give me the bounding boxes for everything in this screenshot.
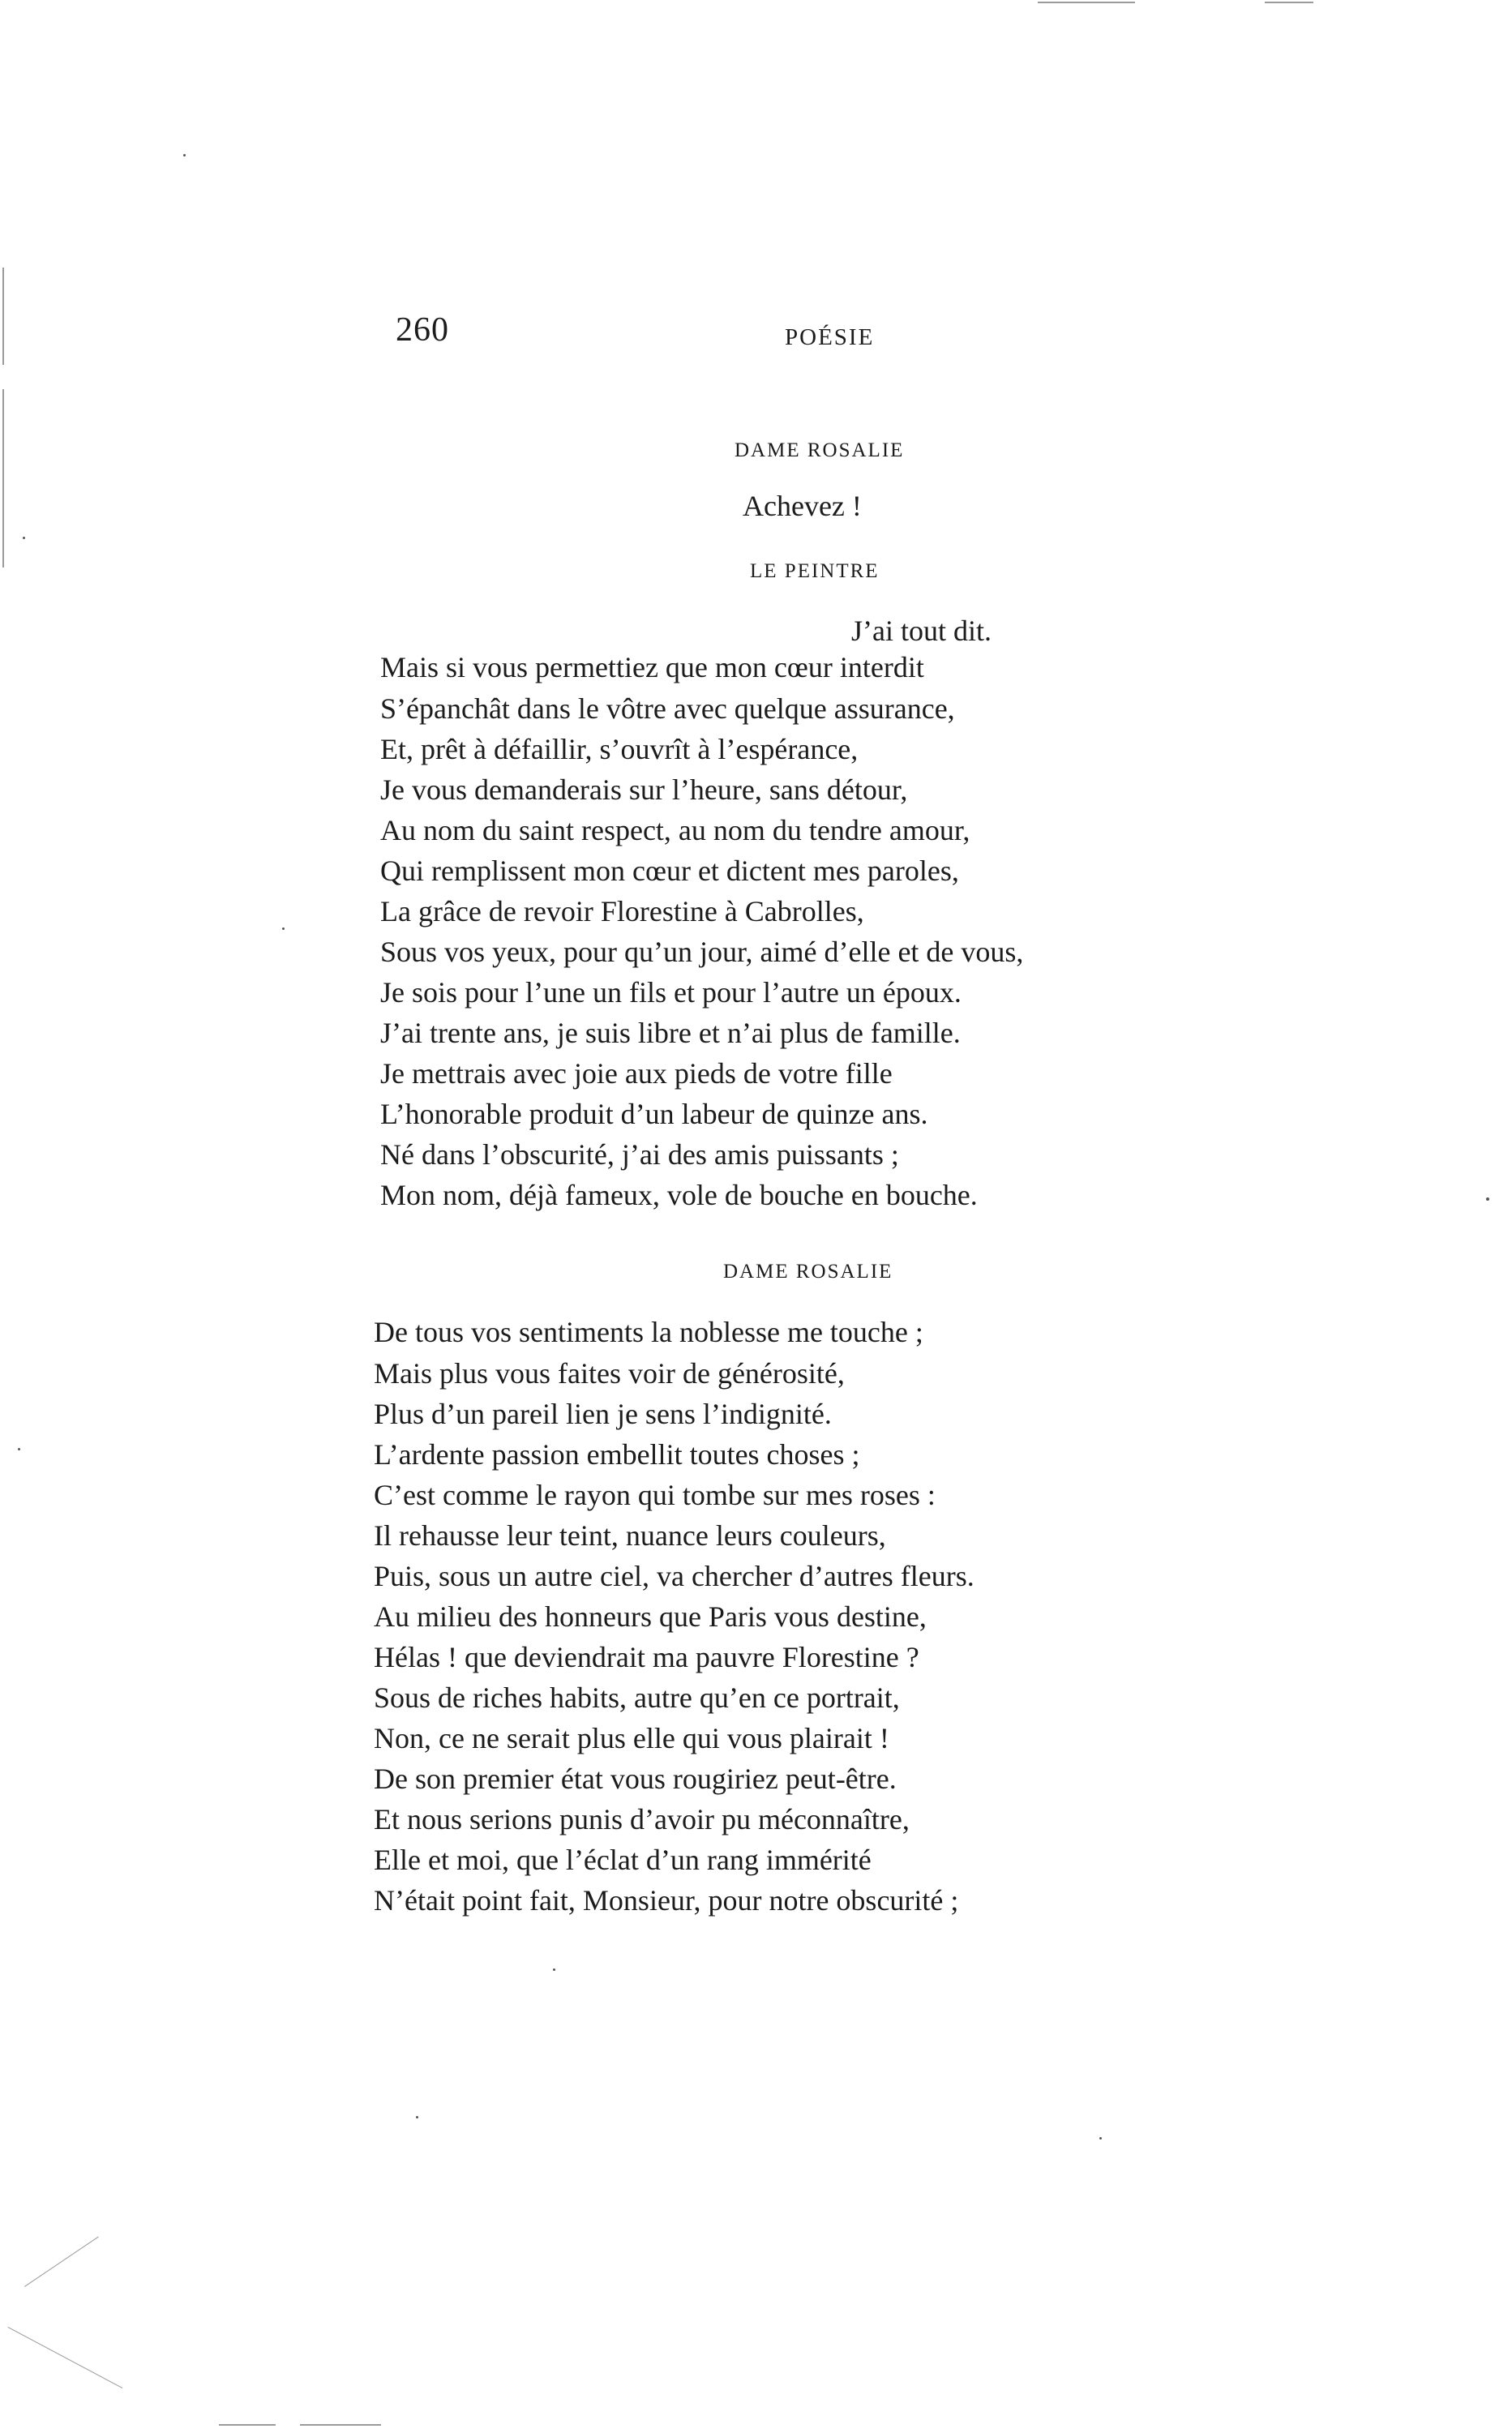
verse-line: Mais plus vous faites voir de générosité,	[374, 1357, 845, 1390]
scan-edge-line-top	[1038, 2, 1135, 3]
verse-line: Mon nom, déjà fameux, vole de bouche en bouche.	[380, 1179, 978, 1211]
speaker-name: DAME ROSALIE	[723, 1261, 893, 1283]
speech-block-rosalie	[374, 1317, 1103, 1934]
ink-speck	[183, 154, 186, 156]
verse-line: J’ai trente ans, je suis libre et n’ai plus de famille.	[380, 1017, 961, 1049]
verse-line: Né dans l’obscurité, j’ai des amis puissants ;	[380, 1138, 899, 1171]
scan-edge-diagonal-2	[24, 2236, 99, 2286]
scan-edge-line-bottom	[219, 2424, 276, 2426]
verse-line: La grâce de revoir Florestine à Cabrolles,	[380, 895, 864, 927]
verse-line: Il rehausse leur teint, nuance leurs couleurs,	[374, 1519, 886, 1552]
verse-line: Et nous serions punis d’avoir pu méconnaître,	[374, 1803, 910, 1835]
verse-line: L’ardente passion embellit toutes choses ;	[374, 1438, 860, 1471]
verse-line: J’ai tout dit.	[851, 615, 992, 647]
verse-line: Mais si vous permettiez que mon cœur interdit	[380, 651, 924, 683]
ink-speck	[553, 1968, 555, 1971]
scan-edge-line-bottom-2	[300, 2424, 381, 2426]
verse-line: Non, ce ne serait plus elle qui vous plairait !	[374, 1722, 889, 1754]
verse-line: Qui remplissent mon cœur et dictent mes paroles,	[380, 855, 959, 887]
verse-line: Au milieu des honneurs que Paris vous destine,	[374, 1600, 927, 1633]
page-number: 260	[396, 311, 449, 349]
ink-speck	[282, 927, 285, 930]
verse-line: Je mettrais avec joie aux pieds de votre fille	[380, 1057, 893, 1090]
verse-line: Puis, sous un autre ciel, va chercher d’autres fleurs.	[374, 1560, 974, 1592]
verse-line: Elle et moi, que l’éclat d’un rang immérité	[374, 1844, 872, 1876]
running-title: POÉSIE	[785, 324, 875, 350]
verse-line: Je vous demanderais sur l’heure, sans détour,	[380, 773, 908, 806]
speaker-name: DAME ROSALIE	[735, 439, 905, 461]
scan-edge-diagonal	[8, 2327, 123, 2388]
verse-line: De tous vos sentiments la noblesse me touche ;	[374, 1316, 923, 1348]
verse-line: Achevez !	[743, 490, 862, 522]
speaker-name: LE PEINTRE	[750, 560, 880, 582]
verse-line: N’était point fait, Monsieur, pour notre obscurité ;	[374, 1884, 959, 1917]
verse-line: Sous vos yeux, pour qu’un jour, aimé d’elle et de vous,	[380, 936, 1024, 968]
ink-speck	[18, 1448, 20, 1450]
verse-line: L’honorable produit d’un labeur de quinze ans.	[380, 1098, 928, 1130]
verse-line: Sous de riches habits, autre qu’en ce portrait,	[374, 1681, 900, 1714]
scan-edge-line-top-right	[1265, 2, 1313, 3]
ink-speck	[1099, 2137, 1102, 2140]
verse-line: Au nom du saint respect, au nom du tendre amour,	[380, 814, 970, 846]
verse-line: Plus d’un pareil lien je sens l’indignité.	[374, 1398, 832, 1430]
verse-line: Hélas ! que deviendrait ma pauvre Florestine ?	[374, 1641, 919, 1673]
verse-line: S’épanchât dans le vôtre avec quelque assurance,	[380, 692, 955, 725]
ink-speck	[1486, 1197, 1489, 1201]
ink-speck	[416, 2116, 418, 2118]
scan-edge-line-left-lower	[2, 389, 4, 568]
scan-edge-line-left	[2, 268, 4, 365]
ink-speck	[23, 537, 25, 539]
verse-line: C’est comme le rayon qui tombe sur mes roses :	[374, 1479, 936, 1511]
speech-block-painter	[380, 653, 1110, 1228]
verse-line: Et, prêt à défaillir, s’ouvrît à l’espérance,	[380, 733, 859, 765]
verse-line: De son premier état vous rougiriez peut-être.	[374, 1763, 897, 1795]
verse-line: Je sois pour l’une un fils et pour l’autre un époux.	[380, 976, 962, 1009]
